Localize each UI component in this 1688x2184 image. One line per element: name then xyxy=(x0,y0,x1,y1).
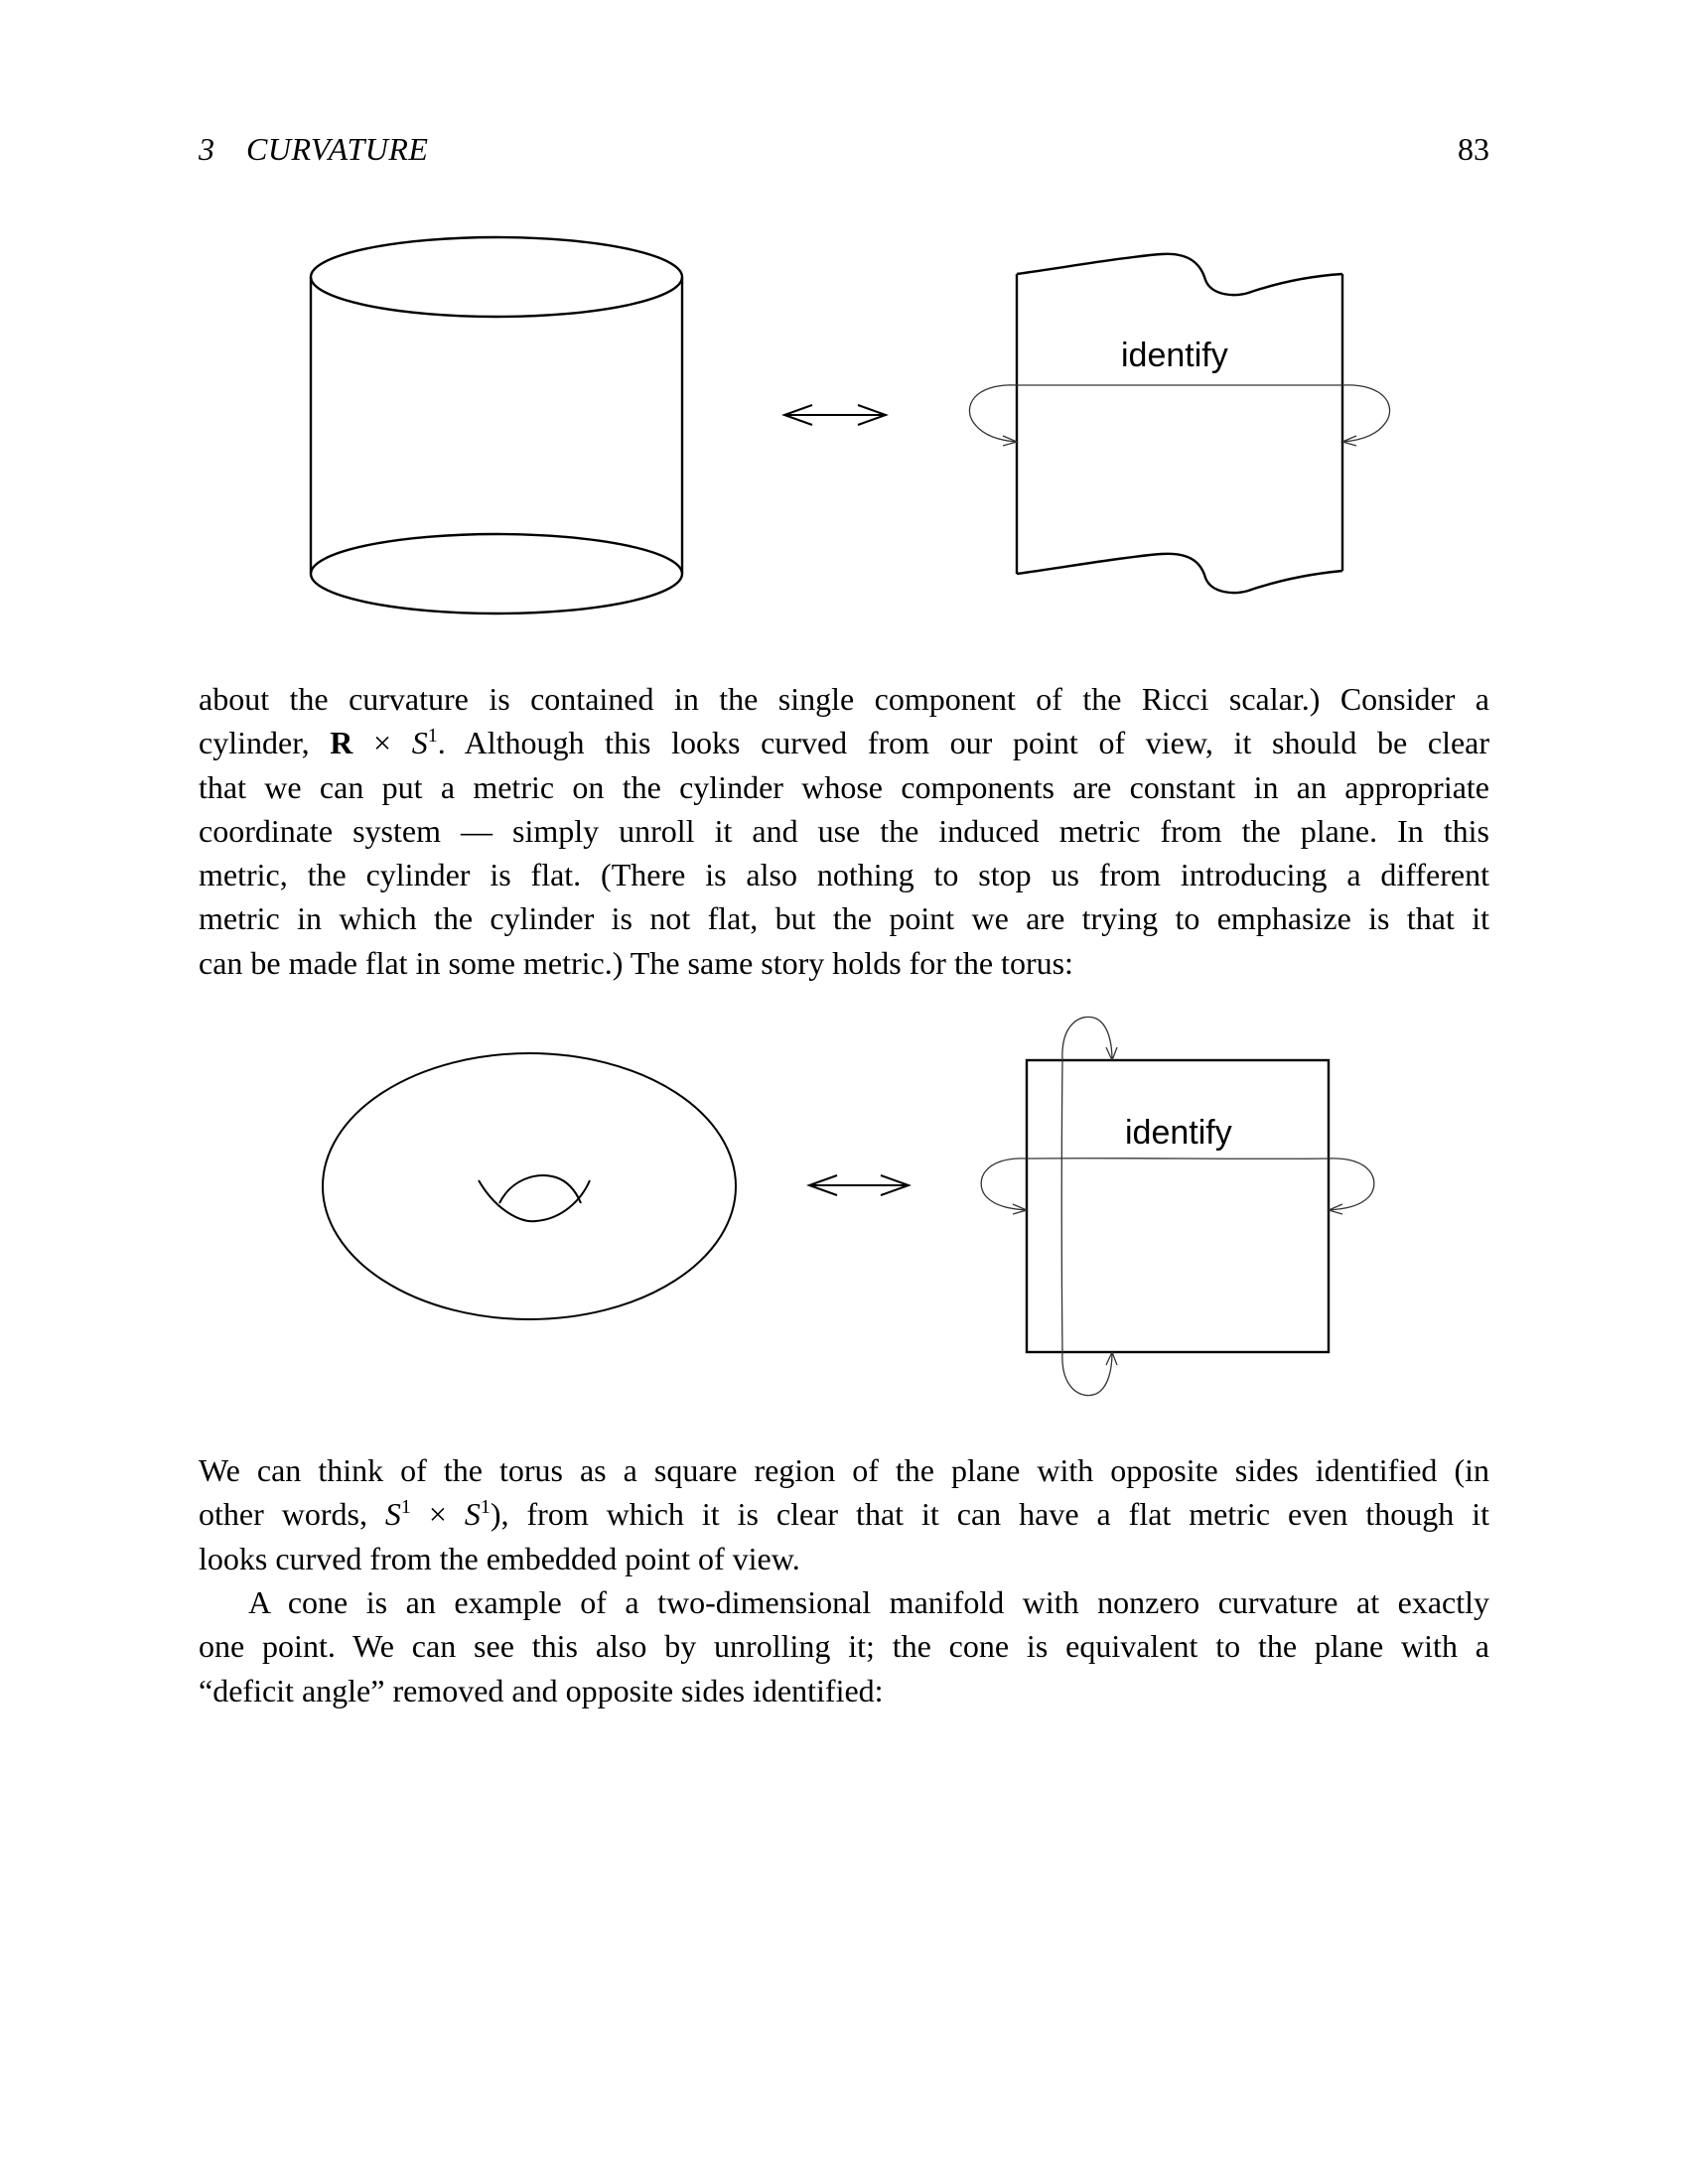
identify-connector-1 xyxy=(969,385,1389,446)
para1-line-1: about the curvature is contained in the single component of the Ricci scalar.) Consider a xyxy=(199,681,1489,717)
torus-hole-lower xyxy=(499,1175,581,1203)
chapter-number: 3 xyxy=(199,131,214,167)
para1-line-5: metric, the cylinder is flat. (There is also nothing to stop us from introducing a different xyxy=(199,857,1489,893)
para2-line-3: looks curved from the embedded point of view. xyxy=(199,1540,800,1576)
double-arrow-1 xyxy=(784,405,886,425)
torus-square xyxy=(1027,1060,1329,1352)
para3-line-3: “deficit angle” removed and opposite sides identified: xyxy=(199,1672,884,1708)
torus-hole-upper xyxy=(479,1180,590,1221)
para1-line-4: coordinate system — simply unroll it and use the induced metric from the plane. In this xyxy=(199,812,1489,849)
torus-drawing xyxy=(323,1053,736,1319)
identify-connector-horizontal xyxy=(981,1159,1374,1214)
identify-label-2: identify xyxy=(1125,1114,1232,1152)
para3-line-1: A cone is an example of a two-dimensional manifold with nonzero curvature at exactly xyxy=(248,1584,1489,1620)
cylinder-top-ellipse xyxy=(311,237,682,317)
para2-line-2: other words, $S^1 \times S^1$), from which it is clear that it can have a flat metric even though it xyxy=(199,1496,1489,1533)
paragraph-cone xyxy=(199,1580,1489,1712)
para2-line-1: We can think of the torus as a square region of the plane with opposite sides identified (in xyxy=(199,1452,1489,1488)
identify-label-1: identify xyxy=(1121,337,1228,374)
page-number: 83 xyxy=(1458,131,1489,167)
paragraph-torus xyxy=(199,1448,1489,1580)
cylinder-bottom-ellipse xyxy=(311,534,682,614)
torus-outline xyxy=(323,1053,736,1319)
para1-line-7: can be made flat in some metric.) The same story holds for the torus: xyxy=(199,944,1073,981)
figure-cylinder xyxy=(0,0,1688,645)
unrolled-cylinder-sheet xyxy=(1017,254,1342,593)
para3-line-2: one point. We can see this also by unrolling it; the cone is equivalent to the plane with a xyxy=(199,1628,1489,1665)
chapter-title: CURVATURE xyxy=(246,131,429,167)
cylinder-drawing xyxy=(311,237,682,614)
paragraph-cylinder xyxy=(199,677,1489,985)
para1-line-2: cylinder, $R \times S^1$. Although this looks curved from our point of view, it should be clear xyxy=(199,725,1490,761)
para1-line-3: that we can put a metric on the cylinder whose components are constant in an appropriate xyxy=(199,768,1489,805)
figure-torus xyxy=(0,993,1688,1430)
para1-line-6: metric in which the cylinder is not flat, but the point we are trying to emphasize is that it xyxy=(199,900,1489,937)
identify-connector-vertical xyxy=(1061,1017,1117,1395)
double-arrow-2 xyxy=(809,1175,909,1195)
